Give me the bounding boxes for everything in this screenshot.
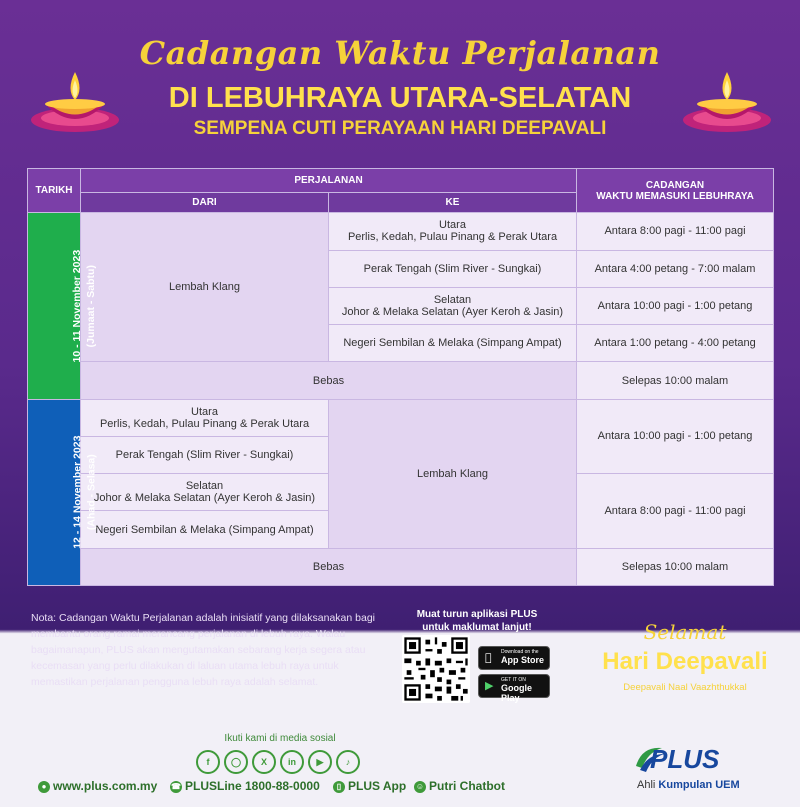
date-cell-period2 xyxy=(28,399,98,585)
destination-detail: Perlis, Kedah, Pulau Pinang & Perak Utara xyxy=(347,231,558,244)
to-cell-period2: Lembah Klang xyxy=(329,399,577,548)
origin-label: Perak Tengah (Slim River - Sungkai) xyxy=(115,449,294,462)
date-cell-period1 xyxy=(28,213,98,399)
header-dari: DARI xyxy=(81,193,329,213)
header-cadangan xyxy=(577,169,774,213)
chatbot-text: Putri Chatbot xyxy=(429,779,505,793)
date-period2: 12 - 14 November 2023 xyxy=(71,435,84,549)
header-perjalanan: PERJALANAN xyxy=(81,169,577,193)
from-cell xyxy=(81,474,329,511)
destination-label: Negeri Sembilan & Melaka (Simpang Ampat) xyxy=(343,337,562,350)
chatbot-icon: ☺ xyxy=(415,781,425,791)
time-cell-group1: Antara 10:00 pagi - 1:00 petang xyxy=(577,399,774,474)
free-time-period2: Selepas 10:00 malam xyxy=(577,548,774,585)
schedule-table xyxy=(27,168,774,586)
app-store-label: App Store xyxy=(501,655,545,665)
phone-icon: ☎ xyxy=(171,781,181,791)
script-title: Cadangan Waktu Perjalanan xyxy=(139,34,661,72)
apple-icon xyxy=(485,651,492,664)
social-caption: Ikuti kami di media sosial xyxy=(224,733,336,744)
greeting-main: Hari Deepavali xyxy=(602,648,768,675)
subtitle: SEMPENA CUTI PERAYAAN HARI DEEPAVALI xyxy=(193,118,607,139)
google-play-small-text: GET IT ON xyxy=(501,677,526,683)
plusline-text: PLUSLine 1800-88-0000 xyxy=(185,779,320,793)
chatbot-link[interactable] xyxy=(414,779,505,793)
linkedin-icon[interactable]: in xyxy=(280,750,304,774)
youtube-icon[interactable]: ▶ xyxy=(308,750,332,774)
globe-icon: ● xyxy=(38,781,50,793)
time-cell-group2: Antara 8:00 pagi - 11:00 pagi xyxy=(577,474,774,549)
date-period1: 10 - 11 November 2023 xyxy=(71,249,84,363)
free-label-period1: Bebas xyxy=(81,362,577,399)
facebook-icon[interactable]: f xyxy=(196,750,220,774)
free-time-period1: Selepas 10:00 malam xyxy=(577,362,774,399)
header-cadangan-line1: CADANGAN xyxy=(645,179,705,191)
days-period1: (Jumaat - Sabtu) xyxy=(85,264,98,348)
play-icon: ▶ xyxy=(485,679,494,692)
header-ke: KE xyxy=(329,193,577,213)
destination-label: Perak Tengah (Slim River - Sungkai) xyxy=(363,262,542,275)
header-cadangan-line2: WAKTU MEMASUKI LEBUHRAYA xyxy=(596,190,754,202)
disclaimer-note: Nota: Cadangan Waktu Perjalanan adalah inisiatif yang dilaksanakan bagi membantu orang ramai merancang perjalanan di lebuh raya. Walau bagaimanapun, PLUS akan mengutamakan sebarang kerja segera atau kecemasan yang perlu dilakukan di laluan utama lebuh raya untuk memastikan perjalanan pengguna lebuh raya adalah selamat. xyxy=(31,612,376,688)
time-cell: Antara 4:00 petang - 7:00 malam xyxy=(577,250,774,287)
free-label-period2: Bebas xyxy=(81,548,577,585)
origin-label: Negeri Sembilan & Melaka (Simpang Ampat) xyxy=(95,523,314,536)
tiktok-icon[interactable]: ♪ xyxy=(336,750,360,774)
main-title: DI LEBUHRAYA UTARA-SELATAN xyxy=(168,82,632,114)
origin-detail: Perlis, Kedah, Pulau Pinang & Perak Utara xyxy=(99,417,310,430)
from-cell xyxy=(81,436,329,473)
qr-code-icon[interactable] xyxy=(402,635,470,703)
ahli-text: Ahli xyxy=(637,779,656,791)
origin-label: Selatan xyxy=(185,480,224,493)
app-caption xyxy=(402,608,552,634)
x-icon[interactable]: X xyxy=(252,750,276,774)
origin-detail: Johor & Melaka Selatan (Ayer Keroh & Jasin) xyxy=(93,492,316,505)
to-cell xyxy=(329,325,577,362)
days-period2: (Ahad - Selasa) xyxy=(85,454,98,531)
header-tarikh: TARIKH xyxy=(28,169,81,213)
website-link[interactable] xyxy=(38,779,157,793)
kumpulan-uem-text: Kumpulan UEM xyxy=(658,779,740,791)
app-caption-line2: untuk maklumat lanjut! xyxy=(422,622,532,633)
plusline-link[interactable] xyxy=(170,779,320,793)
destination-detail: Johor & Melaka Selatan (Ayer Keroh & Jasin) xyxy=(341,305,564,318)
destination-label: Selatan xyxy=(433,293,472,306)
to-cell xyxy=(329,250,577,287)
google-play-label: Google Play xyxy=(501,683,532,703)
plus-app-link[interactable] xyxy=(333,779,406,793)
greeting-sub: Deepavali Naal Vaazhthukkal xyxy=(623,682,747,693)
time-cell: Antara 1:00 petang - 4:00 petang xyxy=(577,325,774,362)
origin-label: Utara xyxy=(191,405,218,418)
from-cell-period1: Lembah Klang xyxy=(81,213,329,362)
plus-logo: PLUS xyxy=(650,744,720,774)
app-store-small-text: Download on the xyxy=(501,649,539,655)
website-text: www.plus.com.my xyxy=(53,779,158,793)
from-cell xyxy=(81,399,329,436)
to-cell xyxy=(329,213,577,250)
time-cell: Antara 10:00 pagi - 1:00 petang xyxy=(577,287,774,324)
instagram-icon[interactable]: ◯ xyxy=(224,750,248,774)
mobile-icon: ▯ xyxy=(333,781,345,793)
uem-caption xyxy=(637,779,740,791)
app-caption-line1: Muat turun aplikasi PLUS xyxy=(416,609,538,620)
google-play-button[interactable] xyxy=(478,674,550,703)
app-store-button[interactable] xyxy=(478,646,550,670)
to-cell xyxy=(329,287,577,324)
from-cell xyxy=(81,511,329,548)
destination-label: Utara xyxy=(439,219,466,232)
greeting-script: Selamat xyxy=(643,620,727,644)
time-cell: Antara 8:00 pagi - 11:00 pagi xyxy=(577,213,774,250)
plus-app-text: PLUS App xyxy=(348,779,407,793)
